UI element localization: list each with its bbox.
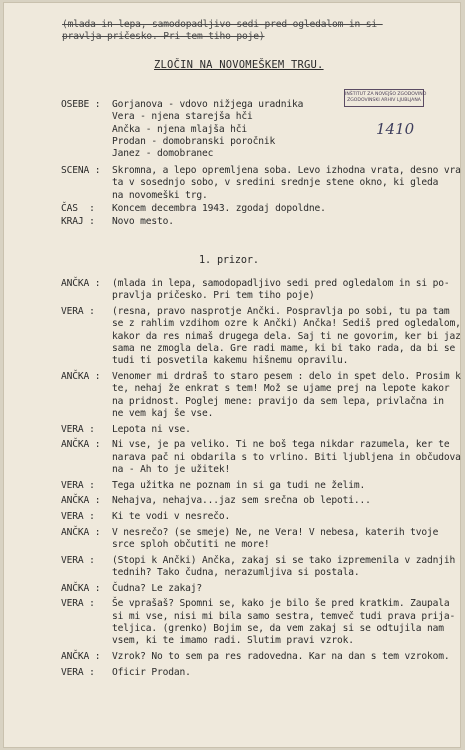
speaker-label: VERA : [61, 423, 95, 435]
stamp-line-2: ZGODOVINSKI ARHIV LJUBLJANA [347, 97, 421, 103]
dialogue-line: tudi ti posvetila kakemu hišnemu opravilu. [112, 355, 349, 367]
section-heading: 1. prizor. [199, 255, 259, 266]
dialogue-line: Še vprašaš? Spomni se, kako je bilo še pred kratkim. Zaupala [112, 598, 450, 610]
dialogue-line: Vzrok? No to sem pa res radovedna. Kar na dan s tem vzrokom. [112, 650, 450, 662]
speaker-label: ANČKA : [61, 370, 101, 382]
cast-label: OSEBE : [61, 99, 101, 110]
dialogue-line: Lepota ni vse. [112, 423, 191, 435]
speaker-label: ANČKA : [61, 582, 101, 594]
dialogue-line: Čudna? Le zakaj? [112, 582, 203, 594]
speaker-label: ANČKA : [61, 439, 101, 451]
dialogue-line: (Stopi k Ančki) Ančka, zakaj si se tako izpremenila v zadnjih [112, 554, 456, 566]
dialogue-line: Tega užitka ne poznam in si ga tudi ne želim. [112, 479, 366, 491]
dialogue-line: (mlada in lepa, samodopadljivo sedi pred ogledalom in si po- [112, 278, 450, 289]
place-text: Novo mesto. [112, 216, 174, 227]
time-label: ČAS : [61, 203, 95, 214]
stamp-line-1: INŠTITUT ZA NOVEJŠO ZGODOVINO [345, 92, 427, 97]
document-page [4, 3, 460, 747]
dialogue-line: srce sploh občutiti ne more! [112, 538, 270, 550]
dialogue-line: V nesrečo? (se smeje) Ne, ne Vera! V nebesa, katerih tvoje [112, 526, 439, 538]
speaker-label: ANČKA : [61, 495, 101, 507]
struck-header-line-1: (mlada in lepa, samodopadljivo sedi pred ogledalom in si [62, 19, 383, 30]
dialogue-line: teljica. (grenko) Bojim se, da vem zakaj si se odtujila nam [112, 622, 444, 634]
time-text: Koncem decembra 1943. zgodaj dopoldne. [112, 203, 326, 214]
struck-header-line-2: pravlja pričesko. Pri tem tiho poje) [62, 31, 265, 42]
scene-line: na novomeški trg. [112, 189, 208, 201]
speaker-label: ANČKA : [61, 526, 101, 538]
dialogue-line: Venomer mi drdraš to staro pesem : delo in spet delo. Prosim k [112, 370, 461, 382]
cast-member: Vera - njena starejša hči [112, 111, 253, 123]
dialogue-line: sama ne zmogla dela. Gre radi mame, ki bi tako rada, da bi se [112, 342, 456, 354]
dialogue-line: narava pač ni obdarila s to vrlino. Biti ljubljena in občudova [112, 451, 461, 463]
dialogue-line: Oficir Prodan. [112, 666, 191, 678]
dialogue-line: na - Ah to je užitek! [112, 463, 231, 475]
cast-member: Janez - domobranec [112, 148, 214, 160]
speaker-label: VERA : [61, 510, 95, 522]
dialogue-line: tednih? Tako čudna, nerazumljiva si postala. [112, 566, 360, 578]
scene-line: Skromna, a lepo opremljena soba. Levo izhodna vrata, desno vra [112, 165, 461, 176]
dialogue-line: te, nehaj že enkrat s tem! Mož se ujame prej na lepote kakor [112, 383, 450, 395]
cast-member: Gorjanova - vdovo nižjega uradnika [112, 99, 304, 110]
cast-member: Prodan - domobranski poročnik [112, 135, 276, 147]
speaker-label: VERA : [61, 554, 95, 566]
speaker-label: ANČKA : [61, 278, 101, 289]
cast-member: Ančka - njena mlajša hči [112, 123, 248, 135]
speaker-label: VERA : [61, 666, 95, 678]
dialogue-line: (resna, pravo nasprotje Ančki. Pospravlja po sobi, tu pa tam [112, 306, 450, 317]
dialogue-line: kakor da res nimaš drugega dela. Saj ti ne govorim, ker bi jaz [112, 330, 461, 342]
dialogue-line: ne vem kaj še vse. [112, 407, 214, 419]
dialogue-line: si mi vse, nisi mi bila samo sestra, temveč tudi prava prija- [112, 610, 456, 622]
dialogue-line: Ki te vodi v nesrečo. [112, 510, 231, 522]
dialogue-line: pravlja pričesko. Pri tem tiho poje) [112, 290, 315, 302]
speaker-label: ANČKA : [61, 650, 101, 662]
dialogue-line: se z rahlim vzdihom ozre k Ančki) Ančka! Sediš pred ogledalom, [112, 318, 461, 330]
dialogue-line: na pridnost. Poglej mene: pravijo da sem lepa, privlačna in [112, 395, 444, 407]
handwritten-number [376, 114, 436, 146]
speaker-label: VERA : [61, 598, 95, 610]
handwritten-number-text: 1410 [376, 120, 415, 138]
dialogue-line: Ni vse, je pa veliko. Ti ne boš tega nikdar razumela, ker te [112, 439, 450, 451]
page-title: ZLOČIN NA NOVOMEŠKEM TRGU. [154, 59, 324, 71]
dialogue-line: vsem, ki te imamo radi. Slutim pravi vzrok. [112, 635, 354, 647]
place-label: KRAJ : [61, 216, 95, 227]
dialogue-line: Nehajva, nehajva...jaz sem srečna ob lepoti... [112, 495, 371, 507]
speaker-label: VERA : [61, 306, 95, 317]
scene-label: SCENA : [61, 165, 101, 176]
scene-line: ta v sosednjo sobo, v sredini srednje stene okno, ki gleda [112, 177, 439, 189]
speaker-label: VERA : [61, 479, 95, 491]
archive-stamp [344, 89, 427, 107]
